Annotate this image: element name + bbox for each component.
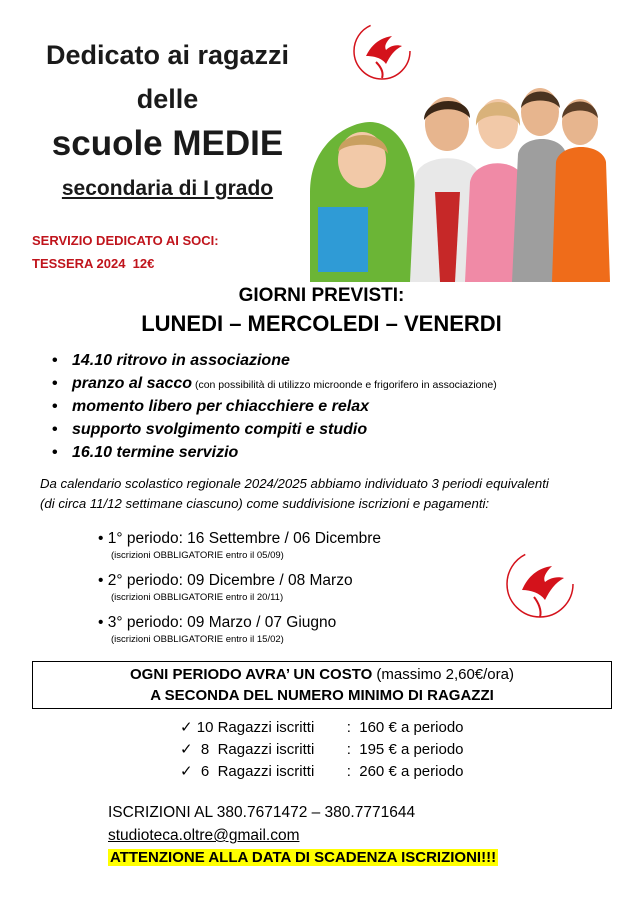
period-item: • 3° periodo: 09 Marzo / 07 Giugno (iscrizioni OBBLIGATORIE entro il 15/02) [98, 614, 337, 645]
contact-email[interactable]: studioteca.oltre@gmail.com [108, 827, 300, 844]
cost-subtitle: A SECONDA DEL NUMERO MINIMO DI RAGAZZI [150, 687, 494, 704]
period-item: • 1° periodo: 16 Settembre / 06 Dicembre (iscrizioni OBBLIGATORIE entro il 05/09) [98, 530, 382, 561]
service-line-2: TESSERA 2024 12€ [32, 256, 155, 271]
list-item: • 16.10 termine servizio [44, 441, 497, 464]
list-item: • supporto svolgimento compiti e studio [44, 418, 497, 441]
check-icon: ✓ [180, 719, 193, 736]
phoenix-logo-icon [500, 542, 580, 626]
period-item: • 2° periodo: 09 Dicembre / 08 Marzo (iscrizioni OBBLIGATORIE entro il 20/11) [98, 572, 353, 603]
deadline-warning: ATTENZIONE ALLA DATA DI SCADENZA ISCRIZIONI!!! [110, 849, 497, 866]
price-row: ✓ 6 Ragazzi iscritti : 260 € a periodo [180, 763, 464, 780]
association-logo-bottom [500, 542, 580, 626]
title-line-3: scuole MEDIE [51, 124, 284, 163]
price-row: ✓ 8 Ragazzi iscritti : 195 € a periodo [180, 741, 464, 758]
check-icon: ✓ [180, 763, 193, 780]
students-photo [290, 82, 620, 282]
cost-box [32, 661, 612, 709]
intro-line-1: Da calendario scolastico regionale 2024/2025 abbiamo individuato 3 periodi equivalenti [40, 476, 549, 491]
intro-line-2: (di circa 11/12 settimane ciascuno) come suddivisione iscrizioni e pagamenti: [40, 496, 490, 511]
cost-max: (massimo 2,60€/ora) [372, 666, 514, 683]
title-line-4: secondaria di I grado [61, 177, 274, 200]
association-logo-top [346, 16, 418, 86]
days-heading: GIORNI PREVISTI: [238, 285, 405, 306]
list-item: • 14.10 ritrovo in associazione [44, 349, 497, 372]
days-list: LUNEDI – MERCOLEDI – VENERDI [141, 311, 502, 336]
schedule-list [44, 349, 497, 464]
title-line-1: Dedicato ai ragazzi [45, 40, 290, 70]
contact-phones: ISCRIZIONI AL 380.7671472 – 380.7771644 [108, 804, 416, 821]
periods-list [98, 529, 381, 646]
check-icon: ✓ [180, 741, 193, 758]
price-row: ✓ 10 Ragazzi iscritti : 160 € a periodo [180, 719, 464, 736]
list-item: • momento libero per chiacchiere e relax [44, 395, 497, 418]
phoenix-logo-icon [346, 16, 418, 86]
list-item: • pranzo al sacco (con possibilità di utilizzo microonde e frigorifero in associazione) [44, 372, 497, 395]
service-line-1: SERVIZIO DEDICATO AI SOCI: [32, 233, 219, 248]
prices-list [180, 717, 464, 783]
title-line-2: delle [136, 84, 199, 114]
cost-title: OGNI PERIODO AVRA’ UN COSTO [130, 666, 373, 683]
